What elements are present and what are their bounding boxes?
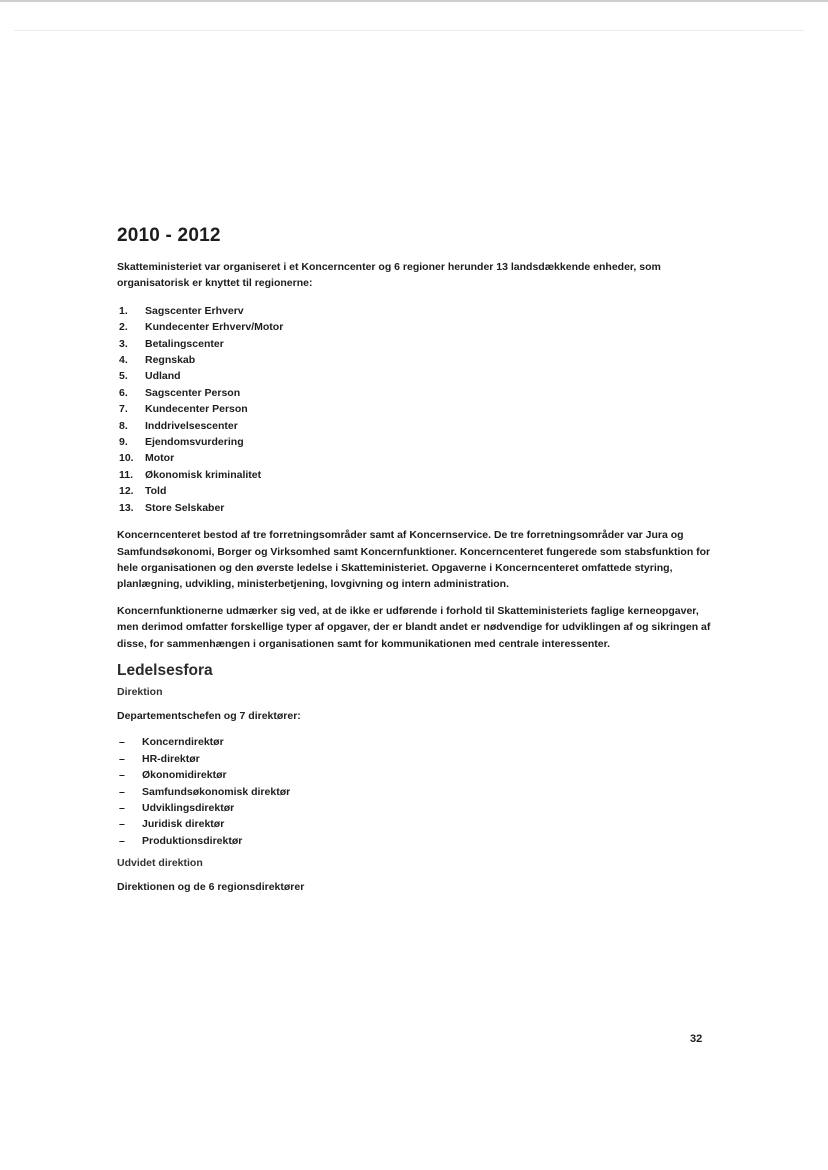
list-item [117, 352, 717, 368]
list-item [117, 450, 717, 466]
list-label: Produktionsdirektør [142, 834, 243, 847]
list-number: 2. [119, 321, 128, 334]
list-item [117, 734, 717, 750]
page-top-edge [0, 0, 828, 2]
list-number: 13. [119, 501, 134, 514]
list-label: Motor [145, 452, 175, 465]
list-number: 5. [119, 370, 128, 383]
direktion-heading: Direktion [117, 685, 163, 698]
list-item [117, 483, 717, 499]
list-item [117, 303, 717, 319]
list-item [117, 385, 717, 401]
ledelsesfora-heading: Ledelsesfora [117, 661, 213, 679]
list-item [117, 401, 717, 417]
list-item [117, 336, 717, 352]
list-label: Økonomidirektør [142, 769, 227, 782]
udvidet-direktion-heading: Udvidet direktion [117, 857, 203, 870]
list-number: 7. [119, 403, 128, 416]
list-label: Juridisk direktør [142, 818, 225, 831]
list-item [117, 833, 717, 849]
list-item [117, 800, 717, 816]
list-item [117, 767, 717, 783]
list-item [117, 368, 717, 384]
list-number: 6. [119, 386, 128, 399]
dash-bullet: – [119, 785, 125, 798]
list-label: Økonomisk kriminalitet [145, 468, 262, 481]
intro-paragraph: Skatteministeriet var organiseret i et Koncerncenter og 6 regioner herunder 13 landsdækkende enheder, som organisatorisk er knyttet til regionerne: [117, 261, 661, 290]
list-label: Kundecenter Erhverv/Motor [145, 321, 284, 334]
regions-list [117, 303, 717, 516]
list-label: HR-direktør [142, 752, 200, 765]
list-label: Samfundsøkonomisk direktør [142, 785, 291, 798]
list-label: Sagscenter Erhverv [145, 304, 244, 317]
list-label: Ejendomsvurdering [145, 436, 244, 449]
list-label: Inddrivelsescenter [145, 419, 238, 432]
list-label: Regnskab [145, 354, 196, 367]
list-item [117, 467, 717, 483]
list-number: 9. [119, 436, 128, 449]
list-label: Kundecenter Person [145, 403, 248, 416]
dash-bullet: – [119, 752, 125, 765]
list-number: 11. [119, 468, 134, 481]
list-number: 12. [119, 485, 134, 498]
dash-bullet: – [119, 769, 125, 782]
list-label: Betalingscenter [145, 337, 224, 350]
list-label: Store Selskaber [145, 501, 225, 514]
list-label: Koncerndirektør [142, 736, 224, 749]
dash-bullet: – [119, 801, 125, 814]
list-item [117, 319, 717, 335]
dash-bullet: – [119, 736, 125, 749]
list-item [117, 500, 717, 516]
list-item [117, 784, 717, 800]
section-heading: 2010 - 2012 [117, 225, 221, 246]
list-number: 4. [119, 354, 128, 367]
page-number: 32 [690, 1033, 703, 1045]
list-item [117, 434, 717, 450]
dash-bullet: – [119, 834, 125, 847]
list-number: 3. [119, 337, 128, 350]
list-item [117, 816, 717, 832]
list-number: 1. [119, 304, 128, 317]
list-label: Udviklingsdirektør [142, 801, 235, 814]
directors-list [117, 734, 717, 849]
koncernfunktioner-paragraph: Koncernfunktionerne udmærker sig ved, at de ikke er udførende i forhold til Skatteministeriets faglige kerneopgaver, men derimod omfatter forskellige typer af opgaver, der er blandt andet er nødvendige for udviklingen af og sikringen af disse, for sammenhængen i organisationen samt for kommunikationen med centrale interessenter. [117, 604, 711, 650]
list-label: Sagscenter Person [145, 386, 241, 399]
direktion-intro: Departementschefen og 7 direktører: [117, 709, 301, 722]
udvidet-direktion-text: Direktionen og de 6 regionsdirektører [117, 881, 305, 894]
list-number: 8. [119, 419, 128, 432]
page-top-rule [14, 30, 804, 31]
list-item [117, 418, 717, 434]
dash-bullet: – [119, 818, 125, 831]
list-item [117, 751, 717, 767]
list-label: Udland [145, 370, 181, 383]
koncerncenter-paragraph: Koncerncenteret bestod af tre forretningsområder samt af Koncernservice. De tre forretningsområder var Jura og Samfundsøkonomi, Borger og Virksomhed samt Koncernfunktioner. Koncerncenteret fungerede som stabsfunktion for hele organisationen og den øverste ledelse i Skatteministeriet. Opgaverne i Koncerncenteret omfattede styring, planlægning, udvikling, ministerbetjening, lovgivning og intern administration. [117, 529, 711, 591]
document-body [117, 225, 717, 896]
list-number: 10. [119, 452, 134, 465]
list-label: Told [145, 485, 167, 498]
